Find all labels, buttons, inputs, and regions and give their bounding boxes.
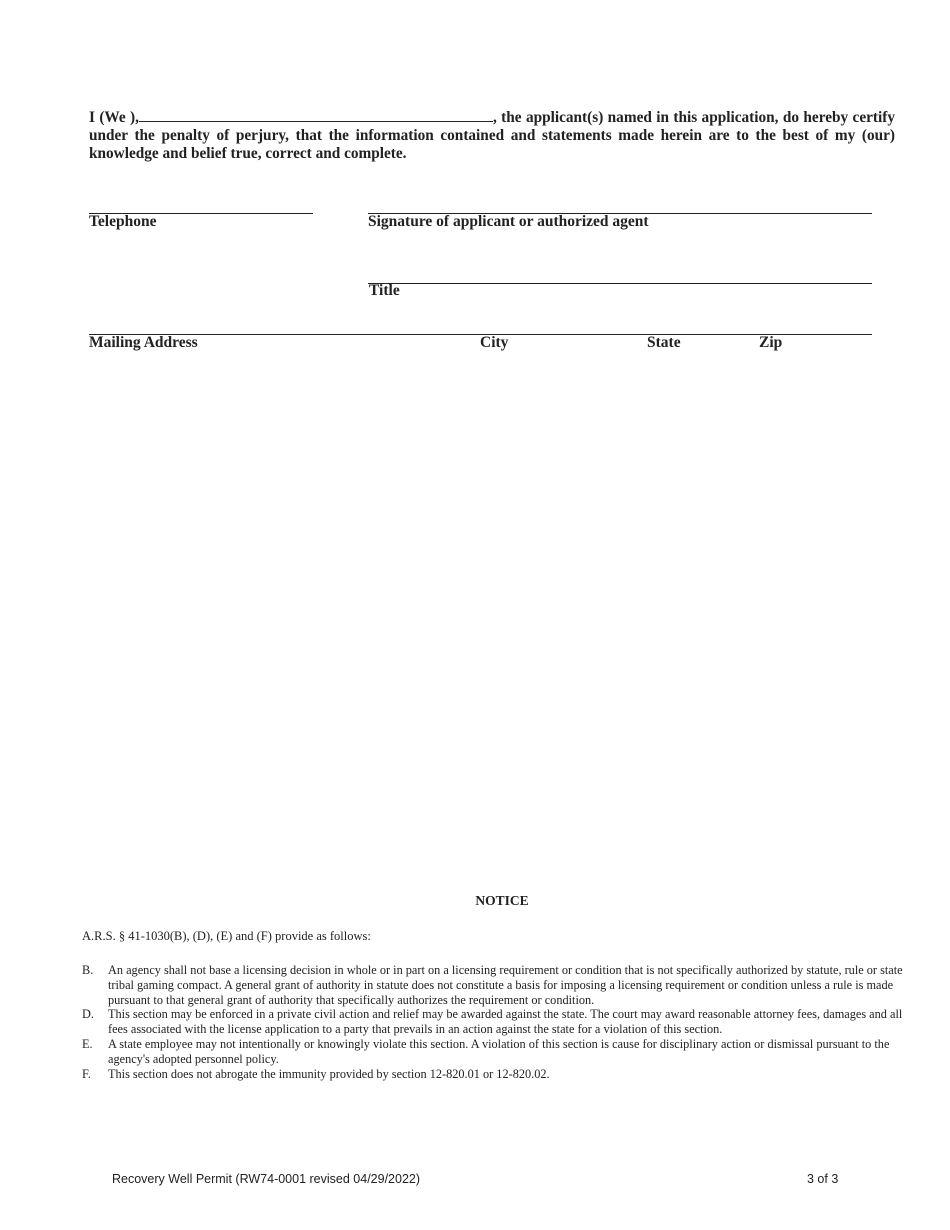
- notice-intro: A.R.S. § 41-1030(B), (D), (E) and (F) provide as follows:: [82, 929, 371, 943]
- notice-item-letter: F.: [82, 1067, 91, 1081]
- notice-item-d: [82, 1007, 924, 1037]
- title-line[interactable]: [368, 283, 872, 284]
- notice-item-f: [82, 1067, 924, 1082]
- zip-label: Zip: [759, 334, 783, 351]
- title-label: Title: [369, 282, 400, 299]
- notice-item-text: A state employee may not intentionally or knowingly violate this section. A violation of this section is cause for disciplinary action or dismissal pursuant to the agency's adopted personnel policy.: [108, 1037, 890, 1066]
- notice-item-letter: D.: [82, 1007, 94, 1021]
- notice-item-letter: B.: [82, 963, 94, 977]
- notice-item-text: This section does not abrogate the immunity provided by section 12-820.01 or 12-820.02.: [108, 1067, 550, 1081]
- certification-suffix: , the applicant(s) named in this application, do hereby certify under the penalty of perjury, that the information contained and statements made herein are to the best of my (our) knowledge and belief true, correct and complete.: [89, 109, 895, 162]
- certification-prefix: I (We ),: [89, 109, 139, 126]
- notice-item-text: An agency shall not base a licensing decision in whole or in part on a licensing requirement or condition that is not specifically authorized by statute, rule or state tribal gaming compact. A general grant of authority in statute does not constitute a basis for imposing a licensing requirement or condition unless a rule is made pursuant to that general grant of authority that specifically authorizes the requirement or condition.: [108, 963, 903, 1007]
- certification-statement: [89, 107, 895, 163]
- city-label: City: [480, 334, 509, 351]
- notice-item-e: [82, 1037, 924, 1067]
- notice-item-letter: E.: [82, 1037, 93, 1051]
- applicant-name-blank[interactable]: [139, 107, 493, 122]
- footer-page-number: 3 of 3: [807, 1172, 839, 1186]
- telephone-label: Telephone: [89, 213, 157, 230]
- notice-item-b: [82, 963, 924, 1007]
- notice-title: NOTICE: [475, 893, 529, 908]
- notice-item-text: This section may be enforced in a private civil action and relief may be awarded against the state. The court may award reasonable attorney fees, damages and all fees associated with the license application to a party that prevails in an action against the state for a violation of this section.: [108, 1007, 903, 1036]
- state-label: State: [647, 334, 681, 351]
- mailing-address-label: Mailing Address: [89, 334, 198, 351]
- signature-label: Signature of applicant or authorized agent: [368, 213, 649, 230]
- footer-form-name: Recovery Well Permit (RW74-0001 revised 04/29/2022): [112, 1172, 421, 1186]
